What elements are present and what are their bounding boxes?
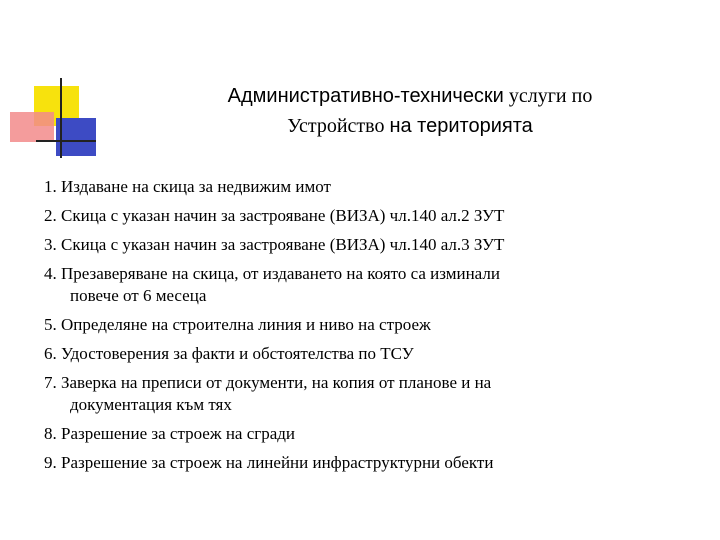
horizontal-line [36, 140, 96, 142]
list-item [44, 234, 694, 256]
list-item [44, 263, 694, 307]
list-item [44, 452, 694, 474]
title-line-1 [150, 82, 670, 112]
list-item [44, 314, 694, 336]
title-bold-part: Административно-технически [227, 85, 504, 107]
slide-title [150, 82, 670, 142]
list-item-text: 2. Скица с указан начин за застрояване (ВИЗА) чл.140 ал.2 ЗУТ [44, 206, 505, 225]
list-item-text: 9. Разрешение за строеж на линейни инфраструктурни обекти [44, 453, 494, 472]
list-item [44, 176, 694, 198]
title-serif-part: услуги по [503, 85, 593, 107]
pink-square [10, 112, 54, 142]
list-item-text: 4. Презаверяване на скица, от издаването на която са изминали [44, 264, 500, 283]
list-item [44, 343, 694, 365]
title-line-2 [150, 112, 670, 142]
list-item [44, 205, 694, 227]
list-item-text: 6. Удостоверения за факти и обстоятелства по ТСУ [44, 344, 414, 363]
list-item [44, 423, 694, 445]
list-item-continuation: повече от 6 месеца [70, 286, 207, 305]
list-item-continuation: документация към тях [70, 395, 232, 414]
list-item-text: 5. Определяне на строителна линия и ниво на строеж [44, 315, 431, 334]
list-item-text: 3. Скица с указан начин за застрояване (ВИЗА) чл.140 ал.3 ЗУТ [44, 235, 505, 254]
list-item-text: 7. Заверка на преписи от документи, на копия от планове и на [44, 373, 492, 392]
decorative-squares [0, 0, 110, 170]
list-item [44, 372, 694, 416]
blue-square [56, 118, 96, 156]
list-item-text: 1. Издаване на скица за недвижим имот [44, 177, 331, 196]
list-item-text: 8. Разрешение за строеж на сгради [44, 424, 296, 443]
title-serif-part-2: Устройство [287, 115, 390, 137]
vertical-line [60, 78, 62, 158]
services-list [44, 176, 694, 481]
title-sans-part-2: на територията [389, 115, 533, 137]
